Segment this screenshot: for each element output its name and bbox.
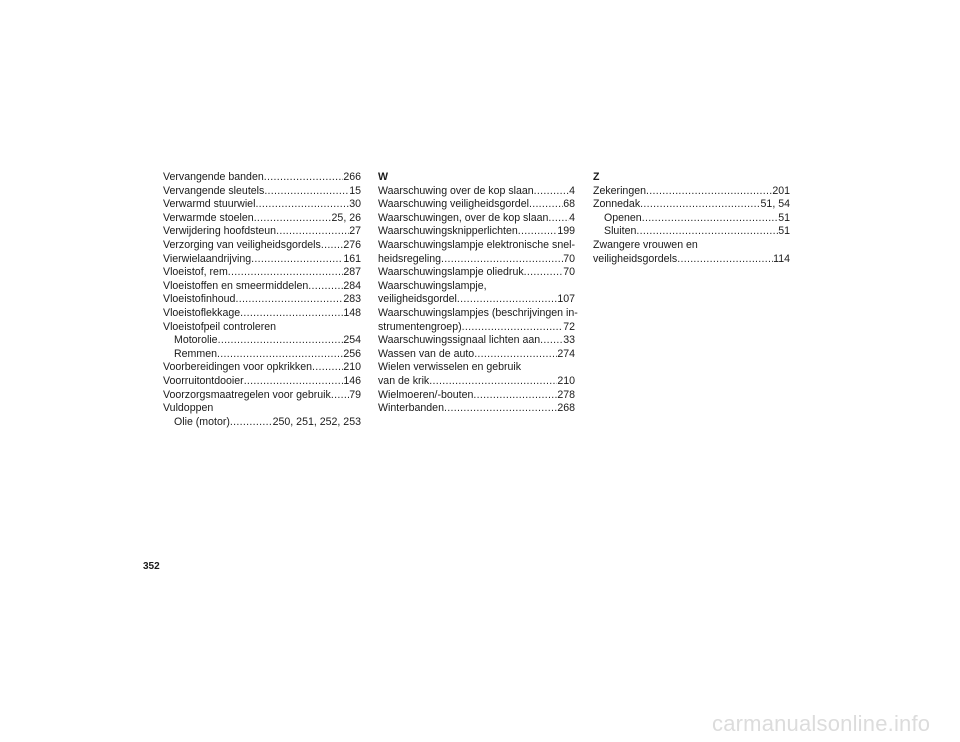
index-entry: Verwarmde stoelen ..... 25, 26 [163,212,361,226]
index-entry: veiligheidsgordels ..... 114 [593,253,790,267]
index-entry: Verwijdering hoofdsteun ..... 27 [163,225,361,239]
index-entry: Wassen van de auto ..... 274 [378,348,575,362]
index-entry: Vuldoppen [163,402,214,415]
index-entry: Winterbanden ..... 268 [378,402,575,416]
index-entry: Vloeistoffen en smeermiddelen ..... 284 [163,280,361,294]
index-entry: Voorruitontdooier ..... 146 [163,375,361,389]
index-entry: heidsregeling ..... 70 [378,253,575,267]
index-entry: van de krik ..... 210 [378,375,575,389]
index-entry: Waarschuwingslampje elektronische snel- [378,238,575,251]
index-subentry: Remmen ..... 256 [163,348,361,362]
index-entry: Vervangende banden ..... 266 [163,171,361,185]
index-entry: Zekeringen ..... 201 [593,185,790,199]
index-entry: Waarschuwingslampje oliedruk ..... 70 [378,266,575,280]
index-entry: Waarschuwingslampjes (beschrijvingen in- [378,306,578,319]
index-subentry: Motorolie ..... 254 [163,334,361,348]
index-entry: Vloeistoflekkage ..... 148 [163,307,361,321]
index-entry: Verzorging van veiligheidsgordels ..... 276 [163,239,361,253]
index-column-1 [163,171,361,429]
index-entry: Voorzorgsmaatregelen voor gebruik ..... 79 [163,389,361,403]
index-entry: Verwarmd stuurwiel ..... 30 [163,198,361,212]
index-entry: Wielmoeren/-bouten ..... 278 [378,389,575,403]
index-entry: Voorbereidingen voor opkrikken ..... 210 [163,361,361,375]
section-letter: W [378,171,388,183]
watermark: carmanualsonline.info [712,711,931,736]
index-entry: Waarschuwing veiligheidsgordel ..... 68 [378,198,575,212]
index-entry: Vloeistof, rem ..... 287 [163,266,361,280]
index-entry: Vervangende sleutels ..... 15 [163,185,361,199]
index-entry: Zwangere vrouwen en [593,238,698,251]
index-entry: Waarschuwingen, over de kop slaan ..... 4 [378,212,575,226]
index-entry: Zonnedak ..... 51, 54 [593,198,790,212]
index-entry: veiligheidsgordel ..... 107 [378,293,575,307]
index-subentry: Openen ..... 51 [593,212,790,226]
index-entry: Vloeistofpeil controleren [163,320,277,333]
index-entry: Waarschuwingsknipperlichten ..... 199 [378,225,575,239]
index-subentry: Sluiten ..... 51 [593,225,790,239]
index-entry: strumentengroep) ..... 72 [378,321,575,335]
section-letter: Z [593,171,600,183]
index-entry: Wielen verwisselen en gebruik [378,361,522,374]
index-entry: Vloeistofinhoud ..... 283 [163,293,361,307]
index-entry: Waarschuwingssignaal lichten aan ..... 33 [378,334,575,348]
index-column-3 [593,171,790,266]
page-number: 352 [143,561,160,572]
index-entry: Waarschuwing over de kop slaan ..... 4 [378,185,575,199]
index-column-2 [378,171,578,416]
index-entry: Waarschuwingslampje, [378,279,487,292]
index-subentry: Olie (motor) ..... 250, 251, 252, 253 [163,416,361,430]
index-entry: Vierwielaandrijving ..... 161 [163,253,361,267]
